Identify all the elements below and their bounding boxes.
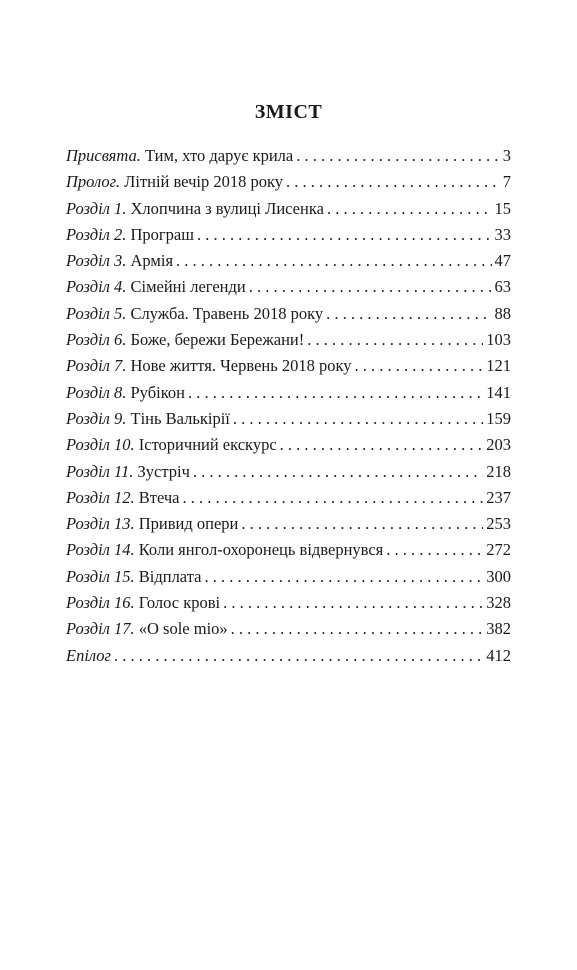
entry-label: Розділ 16. bbox=[66, 593, 135, 613]
dot-leader bbox=[386, 540, 483, 560]
entry-label: Розділ 2. bbox=[66, 224, 127, 244]
entry-title bbox=[66, 435, 277, 455]
dot-leader bbox=[183, 488, 484, 508]
toc-entry bbox=[66, 567, 511, 593]
entry-label: Розділ 12. bbox=[66, 487, 135, 507]
entry-title bbox=[66, 356, 352, 376]
entry-title bbox=[66, 304, 323, 324]
entry-title bbox=[66, 409, 230, 429]
toc-entry bbox=[66, 593, 511, 619]
page-number: 203 bbox=[486, 435, 511, 455]
toc-entry bbox=[66, 330, 511, 356]
page-number: 412 bbox=[486, 645, 511, 665]
entry-title bbox=[66, 462, 190, 482]
toc-entry bbox=[66, 277, 511, 303]
dot-leader bbox=[204, 567, 483, 587]
entry-title bbox=[66, 251, 173, 271]
entry-text: Втеча bbox=[134, 487, 180, 507]
entry-title bbox=[66, 146, 293, 166]
entry-text: Хлопчина з вулиці Лисенка bbox=[126, 198, 324, 218]
entry-text: Голос крові bbox=[134, 593, 221, 613]
entry-title bbox=[66, 540, 383, 560]
entry-label: Розділ 13. bbox=[66, 514, 135, 534]
entry-title bbox=[66, 330, 304, 350]
page-number: 63 bbox=[494, 277, 511, 297]
entry-label: Пролог. bbox=[66, 172, 120, 192]
dot-leader bbox=[241, 514, 483, 534]
entry-title bbox=[66, 488, 180, 508]
toc-entry bbox=[66, 383, 511, 409]
entry-text: Сімейні легенди bbox=[126, 277, 246, 297]
page-number: 382 bbox=[486, 619, 511, 639]
toc-entry bbox=[66, 172, 511, 198]
toc-entry bbox=[66, 251, 511, 277]
toc-entry bbox=[66, 356, 511, 382]
dot-leader bbox=[286, 172, 500, 192]
toc-entry bbox=[66, 462, 511, 488]
entry-title bbox=[66, 567, 201, 587]
toc-entry bbox=[66, 540, 511, 566]
page-number: 33 bbox=[494, 224, 511, 244]
toc-entry bbox=[66, 488, 511, 514]
toc-entry bbox=[66, 619, 511, 645]
toc-entry bbox=[66, 435, 511, 461]
page-number: 237 bbox=[486, 487, 511, 507]
page-number: 159 bbox=[486, 408, 511, 428]
entry-title bbox=[66, 593, 220, 613]
entry-label: Розділ 10. bbox=[66, 435, 135, 455]
page-number: 272 bbox=[486, 540, 511, 560]
page-number: 218 bbox=[486, 461, 511, 481]
dot-leader bbox=[114, 646, 483, 666]
entry-title bbox=[66, 199, 324, 219]
entry-text: Привид опери bbox=[134, 514, 239, 534]
entry-label: Розділ 7. bbox=[66, 356, 127, 376]
entry-text: Програш bbox=[126, 224, 194, 244]
entry-label: Розділ 15. bbox=[66, 566, 135, 586]
dot-leader bbox=[176, 251, 491, 271]
entry-title bbox=[66, 619, 228, 639]
entry-label: Розділ 4. bbox=[66, 277, 127, 297]
dot-leader bbox=[280, 435, 484, 455]
entry-text: Служба. Травень 2018 року bbox=[126, 303, 324, 323]
page-number: 7 bbox=[502, 172, 511, 192]
dot-leader bbox=[197, 225, 492, 245]
entry-label: Розділ 9. bbox=[66, 408, 127, 428]
entry-title bbox=[66, 172, 283, 192]
page-number: 253 bbox=[486, 514, 511, 534]
entry-title bbox=[66, 225, 194, 245]
entry-text: Боже, бережи Бережани! bbox=[126, 330, 305, 350]
entry-text: Нове життя. Червень 2018 року bbox=[126, 356, 352, 376]
dot-leader bbox=[223, 593, 483, 613]
entry-label: Розділ 6. bbox=[66, 330, 127, 350]
entry-text: Армія bbox=[126, 251, 174, 271]
dot-leader bbox=[326, 304, 491, 324]
dot-leader bbox=[355, 356, 484, 376]
entry-title bbox=[66, 383, 185, 403]
page-number: 121 bbox=[486, 356, 511, 376]
dot-leader bbox=[193, 462, 483, 482]
toc-entry bbox=[66, 199, 511, 225]
entry-title bbox=[66, 277, 246, 297]
dot-leader bbox=[188, 383, 483, 403]
toc-entry bbox=[66, 514, 511, 540]
entry-label: Епілог bbox=[66, 645, 111, 665]
dot-leader bbox=[231, 619, 484, 639]
entry-text: Коли янгол-охоронець відвернувся bbox=[134, 540, 384, 560]
entry-text: Рубікон bbox=[126, 382, 185, 402]
page-number: 3 bbox=[502, 146, 511, 165]
entry-label: Розділ 8. bbox=[66, 382, 127, 402]
toc-entry bbox=[66, 646, 511, 672]
entry-label: Розділ 14. bbox=[66, 540, 135, 560]
entry-label: Розділ 3. bbox=[66, 251, 127, 271]
entry-title bbox=[66, 514, 238, 534]
toc-entry bbox=[66, 409, 511, 435]
entry-text: Зустріч bbox=[133, 461, 190, 481]
page-number: 103 bbox=[486, 330, 511, 350]
toc-title: ЗМІСТ bbox=[254, 101, 323, 123]
toc-entry bbox=[66, 304, 511, 330]
entry-label: Присвята. bbox=[66, 146, 141, 165]
entry-text: Літній вечір 2018 року bbox=[120, 172, 284, 192]
entry-label: Розділ 5. bbox=[66, 303, 127, 323]
entry-text: Тінь Валькірії bbox=[126, 408, 230, 428]
toc-entry bbox=[66, 225, 511, 251]
entry-text: Тим, хто дарує крила bbox=[140, 146, 294, 165]
entry-title bbox=[66, 646, 111, 666]
dot-leader bbox=[327, 199, 492, 219]
page-number: 47 bbox=[494, 251, 511, 271]
page-number: 328 bbox=[486, 593, 511, 613]
entry-label: Розділ 17. bbox=[66, 619, 135, 639]
page-number: 88 bbox=[494, 303, 511, 323]
dot-leader bbox=[233, 409, 483, 429]
entry-text: Відплата bbox=[134, 566, 202, 586]
dot-leader bbox=[296, 146, 500, 166]
entry-text: Історичний екскурс bbox=[134, 435, 277, 455]
page-number: 141 bbox=[486, 382, 511, 402]
toc-entry bbox=[66, 146, 511, 172]
dot-leader bbox=[307, 330, 483, 350]
entry-label: Розділ 11. bbox=[66, 461, 134, 481]
dot-leader bbox=[249, 277, 492, 297]
page-number: 300 bbox=[486, 566, 511, 586]
entry-label: Розділ 1. bbox=[66, 198, 127, 218]
entry-text: «O sole mio» bbox=[134, 619, 228, 639]
page-number: 15 bbox=[494, 198, 511, 218]
toc-list bbox=[66, 146, 511, 672]
